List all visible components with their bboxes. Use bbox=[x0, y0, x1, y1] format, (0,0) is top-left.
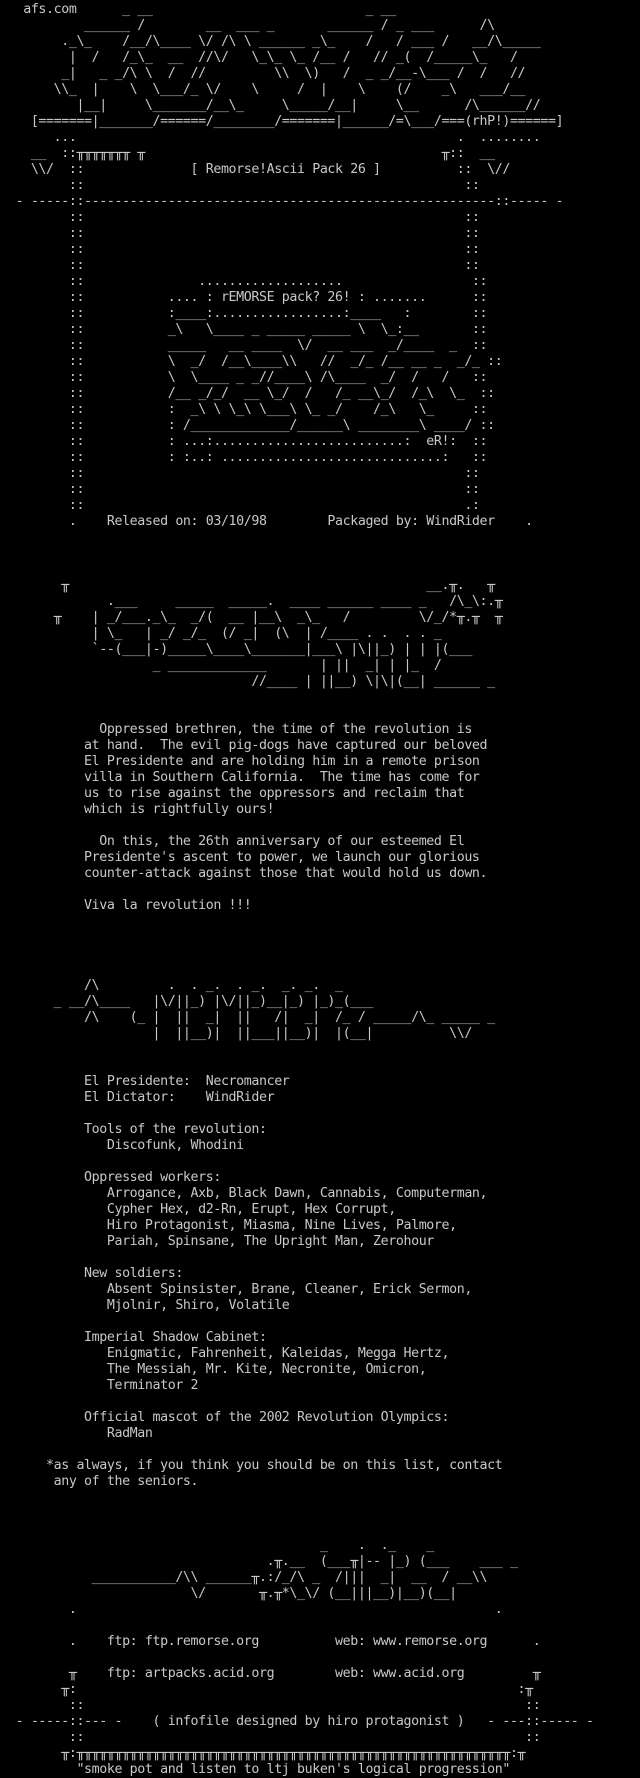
text-line: Pariah, Spinsane, The Upright Man, Zerohour bbox=[8, 1234, 434, 1249]
text-line: :: \ _/ /__\____\\ // _/_ /__ __ _ _/_ :: bbox=[8, 354, 503, 369]
text-line: . Released on: 03/10/98 Packaged by: WindRider . bbox=[8, 514, 533, 529]
text-line: :: : ...:.........................: eR!: :: bbox=[8, 434, 488, 449]
text-line: _| _ _/\ \ / // \\ \) / _ _/__-\___ / / // bbox=[8, 66, 526, 81]
text-line: :: :: bbox=[8, 1730, 541, 1745]
text-line: ╥ ftp: artpacks.acid.org web: www.acid.org ╥ bbox=[8, 1666, 541, 1681]
text-line: :: :: bbox=[8, 210, 480, 225]
text-line: .╥.__ (___╥|-- |_) (___ ___ _ bbox=[8, 1554, 518, 1569]
text-line: [=======|_______/======/________/=======|______/=\___/===(rhP!)======] bbox=[8, 114, 564, 129]
text-line: | ||__)| ||___||__)| |(__| \\/ bbox=[8, 1026, 472, 1041]
text-line: :: : /_____________/______\ ________\ ____/ :: bbox=[8, 418, 495, 433]
text-line: ╥: :╥ bbox=[8, 1682, 533, 1697]
text-line: :: .... : rEMORSE pack? 26! : ....... :: bbox=[8, 290, 488, 305]
text-line: :: :: bbox=[8, 482, 480, 497]
text-line: - -----::--- - ( infofile designed by hiro protagonist ) - ---::----- - bbox=[8, 1714, 594, 1729]
text-line: any of the seniors. bbox=[8, 1474, 199, 1489]
text-line: //____ | ||__) \|\|(__| ______ _ bbox=[8, 674, 495, 689]
text-line: which is rightfully ours! bbox=[8, 802, 275, 817]
text-line: |__| \_______/__\_ \_____/__| \__ /\______// bbox=[8, 98, 541, 113]
text-line: `--(___|-)_____\____\_______|___\ |\||_) | | |(___ bbox=[8, 642, 472, 657]
text-line: Absent Spinsister, Brane, Cleaner, Erick Sermon, bbox=[8, 1282, 472, 1297]
text-line: :: :: bbox=[8, 1698, 541, 1713]
text-line: \/ ╥.╥*\_\/ (__|||__)|__)(__| bbox=[8, 1586, 457, 1601]
text-line: afs.com _ __ _ __ bbox=[8, 2, 396, 17]
ascii-infofile-text bbox=[8, 2, 594, 1778]
text-line: Discofunk, Whodini bbox=[8, 1138, 244, 1153]
text-line: Presidente's ascent to power, we launch our glorious bbox=[8, 850, 480, 865]
text-line: RadMan bbox=[8, 1426, 153, 1441]
text-line: El Dictator: WindRider bbox=[8, 1090, 275, 1105]
text-line: :: :: bbox=[8, 466, 480, 481]
text-line: :: .: bbox=[8, 498, 480, 513]
text-line: ╥:╥╥╥╥╥╥╥╥╥╥╥╥╥╥╥╥╥╥╥╥╥╥╥╥╥╥╥╥╥╥╥╥╥╥╥╥╥╥╥╥╥╥╥╥╥╥╥╥╥╥╥╥╥╥╥╥╥:╥ bbox=[8, 1746, 526, 1761]
text-line: - -----::------------------------------------------------------::----- - bbox=[8, 194, 564, 209]
text-line: _ _____________ | || _| | |_ / bbox=[8, 658, 442, 673]
text-line: .___ _____ _____. ____ ______ ____ _ /\_\:.╥ bbox=[8, 594, 503, 609]
text-line: ... . ........ bbox=[8, 130, 541, 145]
text-line: ___________/\\ ______╥.:/_/\ _ /||| _| __ / __\\ bbox=[8, 1570, 488, 1585]
text-line: Oppressed brethren, the time of the revolution is bbox=[8, 722, 472, 737]
text-line: __ ::╥╥╥╥╥╥╥ ╥ ╥:: __ bbox=[8, 146, 495, 161]
text-line: . ftp: ftp.remorse.org web: www.remorse.org . bbox=[8, 1634, 541, 1649]
text-line: Mjolnir, Shiro, Volatile bbox=[8, 1298, 290, 1313]
text-line: :: \ \____ _ _//____\ /\____ _/ / / :: bbox=[8, 370, 488, 385]
text-line: | / /_\_ __ //\/ \_\_ \_ /__ / // _( /_____\_ / bbox=[8, 50, 518, 65]
text-line: ╥ | _/___._\_ _/( __ |__\ _\_ / \/_/*╥.╥ ╥ bbox=[8, 610, 503, 625]
text-line: El Presidente and are holding him in a remote prison bbox=[8, 754, 480, 769]
text-line: Cypher Hex, d2-Rn, Erupt, Hex Corrupt, bbox=[8, 1202, 396, 1217]
text-line: Arrogance, Axb, Black Dawn, Cannabis, Computerman, bbox=[8, 1186, 488, 1201]
text-line: :: :: bbox=[8, 226, 480, 241]
text-line: Viva la revolution !!! bbox=[8, 898, 252, 913]
text-line: _ . ._ _ bbox=[8, 1538, 434, 1553]
text-line: On this, the 26th anniversary of our esteemed El bbox=[8, 834, 465, 849]
text-line: counter-attack against those that would hold us down. bbox=[8, 866, 488, 881]
text-line: ______ / __ ___ _ ______ / _ ___ /\ bbox=[8, 18, 495, 33]
text-line: :: :: bbox=[8, 178, 480, 193]
text-line: :: : _\ \ \_\ \___\ \_ _/ /_\ \_ :: bbox=[8, 402, 488, 417]
text-line: ╥ __.╥. ╥ bbox=[8, 578, 495, 593]
text-line: Official mascot of the 2002 Revolution Olympics: bbox=[8, 1410, 450, 1425]
text-line: Enigmatic, Fahrenheit, Kaleidas, Megga Hertz, bbox=[8, 1346, 450, 1361]
text-line: Oppressed workers: bbox=[8, 1170, 221, 1185]
text-line: | \_ | _/ _/_ (/ _| (\ | /____ . . . . _ bbox=[8, 626, 442, 641]
text-line: ._\_ /__/\____ \/ /\ \ ______ _\_ / / ___ / __/\_____ bbox=[8, 34, 541, 49]
text-line: "smoke pot and listen to ltj buken's logical progression" bbox=[8, 1762, 510, 1777]
text-line: at hand. The evil pig-dogs have captured our beloved bbox=[8, 738, 488, 753]
text-line: :: :: bbox=[8, 242, 480, 257]
text-line: . . bbox=[8, 1602, 503, 1617]
text-line: Tools of the revolution: bbox=[8, 1122, 267, 1137]
text-line: Hiro Protagonist, Miasma, Nine Lives, Palmore, bbox=[8, 1218, 457, 1233]
text-line: :: _____ __ ____ \/ __ ___ _/____ _ :: bbox=[8, 338, 488, 353]
text-line: :: :____:.................:____ : :: bbox=[8, 306, 488, 321]
text-line: /\ (_ | || _| || /| _| /_ / _____/\_ _____ _ bbox=[8, 1010, 495, 1025]
text-line: _ __/\____ |\/||_) |\/||_)__|_) |_)_(___ bbox=[8, 994, 374, 1009]
text-line: The Messiah, Mr. Kite, Necronite, Omicron, bbox=[8, 1362, 427, 1377]
text-line: us to rise against the oppressors and reclaim that bbox=[8, 786, 465, 801]
text-line: :: _\ \____ _ _____ _____ \ \_:__ :: bbox=[8, 322, 488, 337]
text-line: New soldiers: bbox=[8, 1266, 183, 1281]
text-line: :: /__ _/_/ __ \_/ / /_ __\_/ /_\ \_ :: bbox=[8, 386, 495, 401]
text-line: El Presidente: Necromancer bbox=[8, 1074, 290, 1089]
text-line: :: : :..: .............................: :: bbox=[8, 450, 488, 465]
text-line: \\/ :: [ Remorse!Ascii Pack 26 ] :: \// bbox=[8, 162, 510, 177]
text-line: /\ . . _. . _. _. _. _ bbox=[8, 978, 343, 993]
text-line: :: :: bbox=[8, 258, 480, 273]
text-line: Imperial Shadow Cabinet: bbox=[8, 1330, 267, 1345]
text-line: *as always, if you think you should be on this list, contact bbox=[8, 1458, 503, 1473]
text-line: \\_ | \ \___/_ \/ \ / | \ (/ _\ ___/__ bbox=[8, 82, 526, 97]
text-line: :: ................... :: bbox=[8, 274, 488, 289]
text-line: villa in Southern California. The time has come for bbox=[8, 770, 480, 785]
text-line: Terminator 2 bbox=[8, 1378, 199, 1393]
